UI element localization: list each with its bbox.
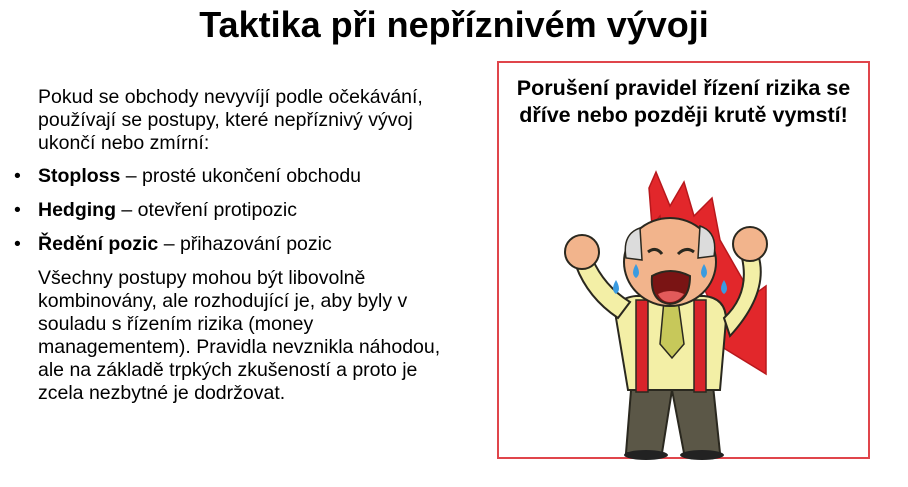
bullet-dot-icon: • xyxy=(14,165,21,187)
bullet-dot-icon: • xyxy=(14,199,21,221)
slide-title: Taktika při nepříznivém vývoji xyxy=(199,4,709,45)
bullet-dot-icon: • xyxy=(14,233,21,255)
bullet-desc: – prosté ukončení obchodu xyxy=(120,165,362,187)
intro-paragraph: Pokud se obchody nevyvíjí podle očekávání, používají se postupy, které nepříznivý vývoj ukončí nebo zmírní: xyxy=(38,86,423,154)
bullet-term: Ředění pozic xyxy=(38,233,159,255)
bullet-desc: – otevření protipozic xyxy=(116,199,298,221)
content-column xyxy=(14,86,454,405)
panel-caption: Porušení pravidel řízení rizika se dříve nebo později krutě vymstí! xyxy=(516,76,851,127)
warning-panel xyxy=(497,61,870,459)
bullet-term: Hedging xyxy=(38,199,116,221)
bullet-item xyxy=(14,165,454,188)
outro-paragraph: Všechny postupy mohou být libovolně kombinovány, ale rozhodující je, aby byly v souladu s řízením rizika (money managementem). Pravidla nevznikla náhodou, ale na základě trpkých zkušeností a proto je zcela nezbytné je dodržovat. xyxy=(38,267,441,404)
crying-trader-falling-arrow-icon xyxy=(544,168,829,460)
bullet-item xyxy=(14,233,454,256)
bullet-desc: – přihazování pozic xyxy=(158,233,332,255)
bullet-term: Stoploss xyxy=(38,165,121,187)
bullet-item xyxy=(14,199,454,222)
